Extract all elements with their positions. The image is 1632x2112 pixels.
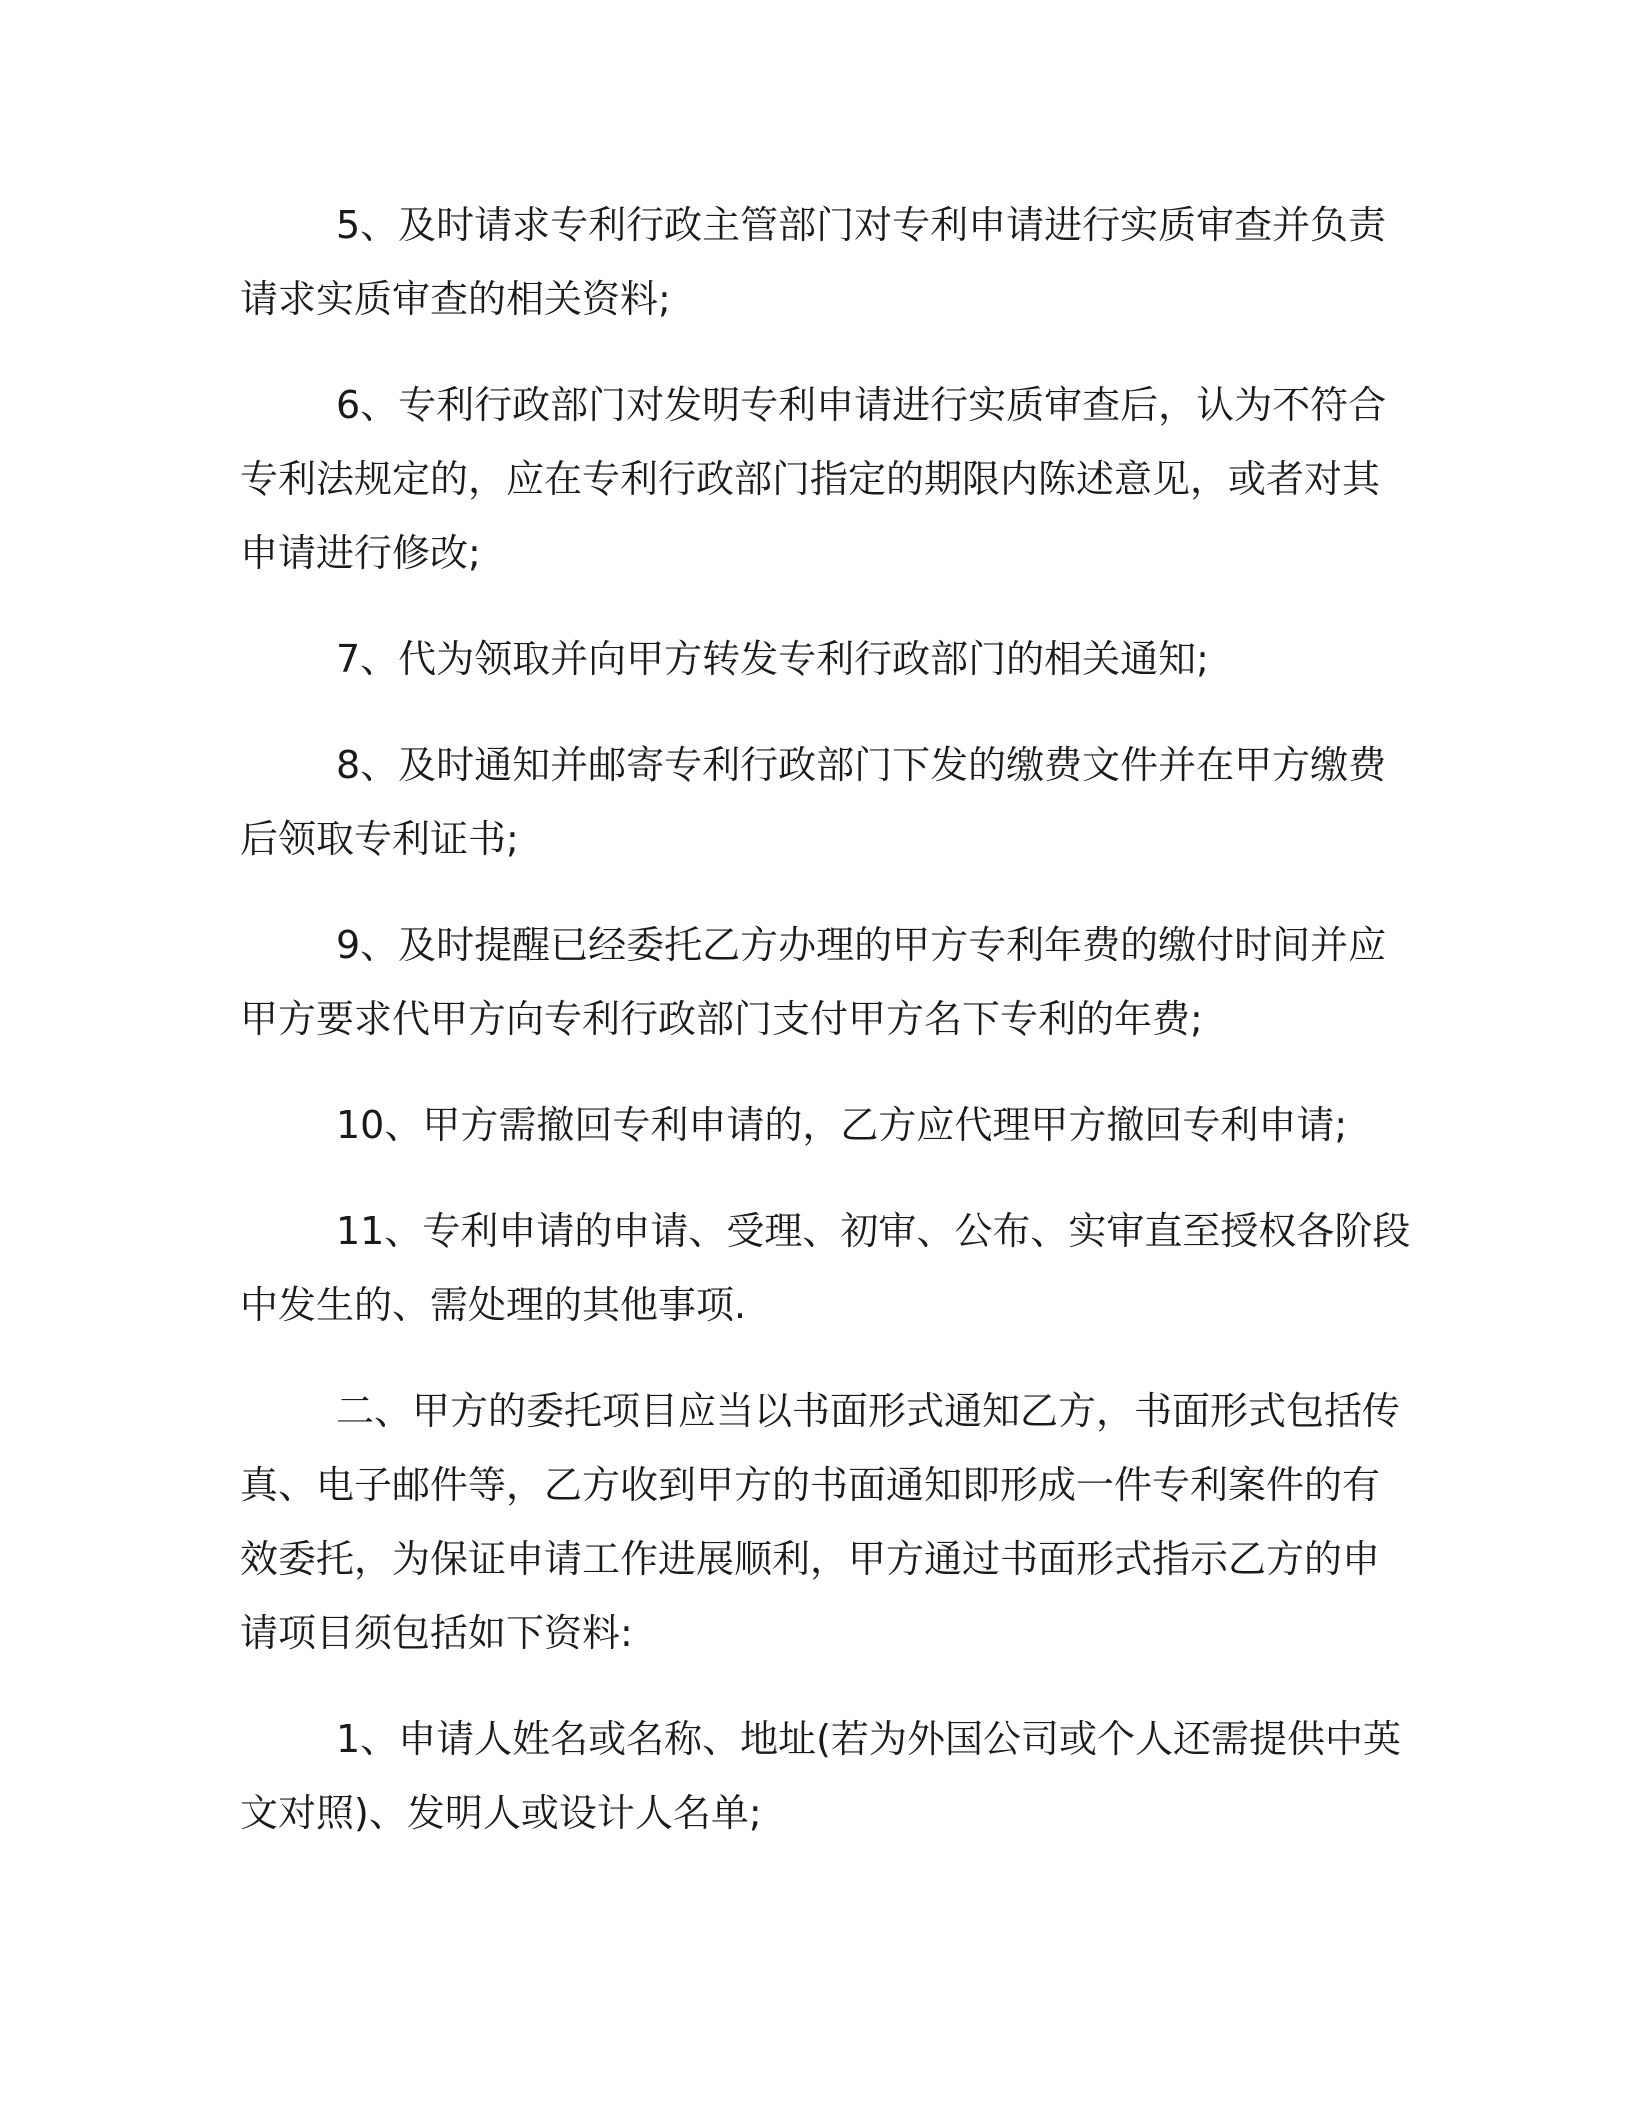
text-line: 真、电子邮件等，乙方收到甲方的书面通知即形成一件专利案件的有: [240, 1463, 1381, 1507]
paragraph-sub-item-1: [240, 1702, 1402, 1850]
text-line: 请项目须包括如下资料:: [240, 1611, 633, 1655]
text-line: 11、专利申请的申请、受理、初审、公布、实审直至授权各阶段: [336, 1209, 1411, 1253]
text-line: 10、甲方需撤回专利申请的，乙方应代理甲方撤回专利申请;: [336, 1103, 1348, 1147]
paragraph-item-7: [240, 622, 1380, 696]
document-body: [240, 188, 1411, 1882]
text-line: 8、及时通知并邮寄专利行政部门下发的缴费文件并在甲方缴费: [336, 743, 1387, 787]
text-line: 二、甲方的委托项目应当以书面形式通知乙方，书面形式包括传: [336, 1389, 1401, 1433]
text-line: 请求实质审查的相关资料;: [240, 277, 671, 321]
text-line: 1、申请人姓名或名称、地址(若为外国公司或个人还需提供中英: [336, 1717, 1402, 1761]
text-line: 7、代为领取并向甲方转发专利行政部门的相关通知;: [336, 637, 1209, 681]
paragraph-item-11: [240, 1194, 1411, 1342]
paragraph-item-6: [240, 368, 1387, 590]
paragraph-item-5: [240, 188, 1387, 336]
paragraph-section-2: [240, 1374, 1401, 1670]
text-line: 效委托，为保证申请工作进展顺利，甲方通过书面形式指示乙方的申: [240, 1537, 1381, 1581]
text-line: 5、及时请求专利行政主管部门对专利申请进行实质审查并负责: [336, 203, 1387, 247]
text-line: 甲方要求代甲方向专利行政部门支付甲方名下专利的年费;: [240, 997, 1203, 1041]
paragraph-item-10: [240, 1088, 1380, 1162]
text-line: 文对照)、发明人或设计人名单;: [240, 1791, 762, 1835]
text-line: 6、专利行政部门对发明专利申请进行实质审查后，认为不符合: [336, 383, 1387, 427]
text-line: 后领取专利证书;: [240, 817, 519, 861]
text-line: 专利法规定的，应在专利行政部门指定的期限内陈述意见，或者对其: [240, 457, 1381, 501]
paragraph-item-8: [240, 728, 1387, 876]
text-line: 9、及时提醒已经委托乙方办理的甲方专利年费的缴付时间并应: [336, 923, 1387, 967]
paragraph-item-9: [240, 908, 1387, 1056]
text-line: 中发生的、需处理的其他事项.: [240, 1283, 747, 1327]
text-line: 申请进行修改;: [240, 531, 481, 575]
